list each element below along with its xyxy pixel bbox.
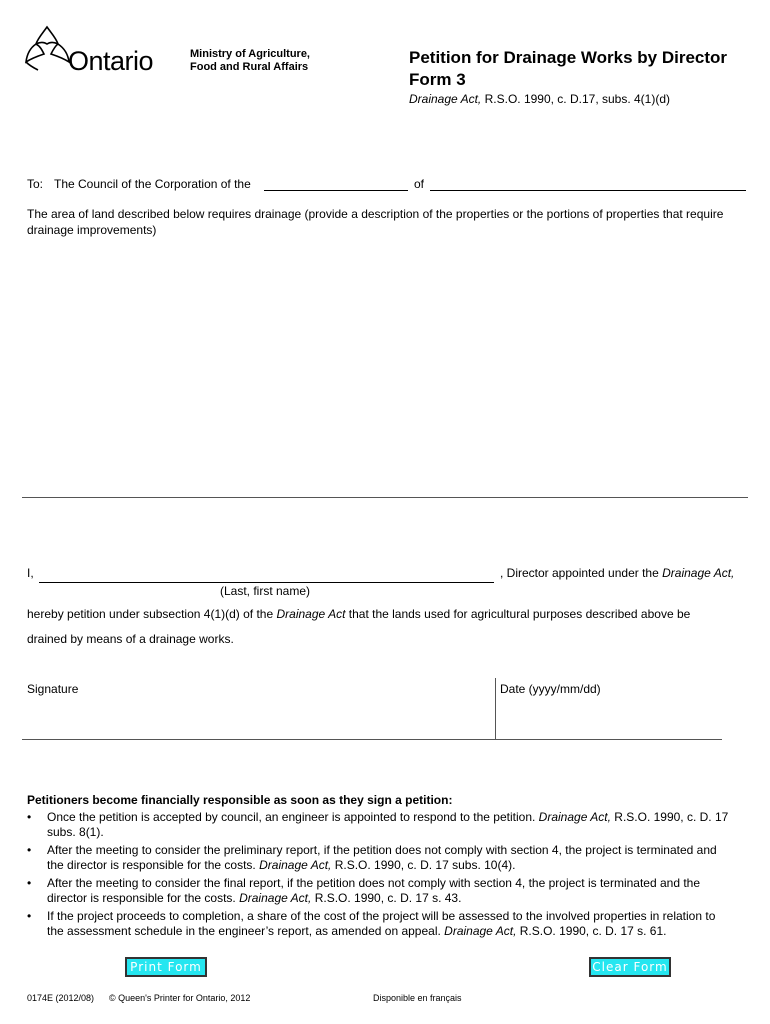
municipality-field[interactable]: [430, 176, 746, 191]
director-text: [500, 566, 734, 580]
i-label: I,: [27, 566, 34, 580]
area-bottom-divider: [22, 497, 748, 498]
to-label: To:: [27, 177, 44, 191]
petition-line-2b: that the lands used for agricultural purposes described above be: [345, 607, 691, 621]
copyright: © Queen's Printer for Ontario, 2012: [109, 993, 251, 1003]
notice-item: [25, 843, 735, 873]
signature-date-divider: [495, 678, 496, 740]
ontario-trillium-logo-icon: [22, 24, 72, 74]
council-text: The Council of the Corporation of the: [54, 177, 251, 191]
form-title: [409, 47, 727, 91]
petition-line-2-act: Drainage Act: [276, 607, 346, 621]
ontario-logo-text: Ontario: [68, 46, 154, 76]
ministry-name: [190, 48, 310, 74]
notice-item-ref: R.S.O. 1990, c. D. 17 subs. 8(1).: [47, 810, 729, 839]
notice-list: [25, 810, 735, 942]
notice-heading: Petitioners become financially responsible as soon as they sign a petition:: [27, 793, 453, 807]
petition-line-3: drained by means of a drainage works.: [27, 632, 234, 646]
notice-item: [25, 876, 735, 906]
clear-form-button[interactable]: Clear Form: [589, 957, 671, 977]
ministry-line-1: Ministry of Agriculture,: [190, 48, 310, 60]
petition-line-2a: hereby petition under subsection 4(1)(d) of the: [27, 607, 277, 621]
date-field[interactable]: [498, 698, 722, 738]
notice-item-act: Drainage Act,: [239, 891, 312, 905]
act-name: Drainage Act,: [409, 92, 482, 106]
notice-item-ref: R.S.O. 1990, c. D. 17 s. 43.: [311, 891, 462, 905]
form-title-line-1: Petition for Drainage Works by Director: [409, 48, 728, 67]
date-label: Date (yyyy/mm/dd): [500, 682, 601, 696]
ministry-line-2: Food and Rural Affairs: [190, 61, 309, 73]
form-number: 0174E (2012/08): [27, 993, 95, 1003]
notice-item-text: If the project proceeds to completion, a share of the cost of the project will be assessed to the involved properties in relation to the assessment schedule in the engineer’s report, as amended on appeal.: [47, 909, 716, 938]
area-description-label: The area of land described below requires drainage (provide a description of the properties or the portions of properties that require drainage improvements): [27, 207, 724, 237]
name-caption: (Last, first name): [220, 584, 311, 598]
notice-item-text: Once the petition is accepted by council, an engineer is appointed to respond to the petition.: [47, 810, 539, 824]
notice-item-text: After the meeting to consider the final report, if the petition does not comply with section 4, the project is terminated and the director is responsible for the costs.: [47, 876, 701, 905]
notice-item-text: After the meeting to consider the preliminary report, if the petition does not comply with section 4, the project is terminated and the director is responsible for the costs.: [47, 843, 717, 872]
notice-item-act: Drainage Act,: [444, 924, 517, 938]
act-ref: R.S.O. 1990, c. D.17, subs. 4(1)(d): [481, 92, 671, 106]
signature-bottom-divider: [22, 739, 722, 740]
notice-item-act: Drainage Act,: [259, 858, 332, 872]
director-name-field[interactable]: [39, 568, 494, 583]
notice-item-act: Drainage Act,: [538, 810, 611, 824]
form-title-line-2: Form 3: [409, 70, 466, 89]
notice-item: [25, 810, 735, 840]
area-description-field[interactable]: [22, 242, 748, 496]
signature-label: Signature: [27, 682, 79, 696]
of-label: of: [414, 177, 425, 191]
signature-field[interactable]: [22, 698, 494, 738]
director-act-name: Drainage Act,: [662, 566, 735, 580]
act-reference: [409, 92, 670, 106]
notice-item-ref: R.S.O. 1990, c. D. 17 subs. 10(4).: [331, 858, 516, 872]
print-form-button[interactable]: Print Form: [125, 957, 207, 977]
director-text-plain: , Director appointed under the: [500, 566, 663, 580]
notice-item-ref: R.S.O. 1990, c. D. 17 s. 61.: [516, 924, 667, 938]
petition-line-2: [27, 607, 690, 621]
notice-item: [25, 909, 735, 939]
french-availability: Disponible en français: [373, 993, 462, 1003]
corporation-field[interactable]: [264, 176, 408, 191]
